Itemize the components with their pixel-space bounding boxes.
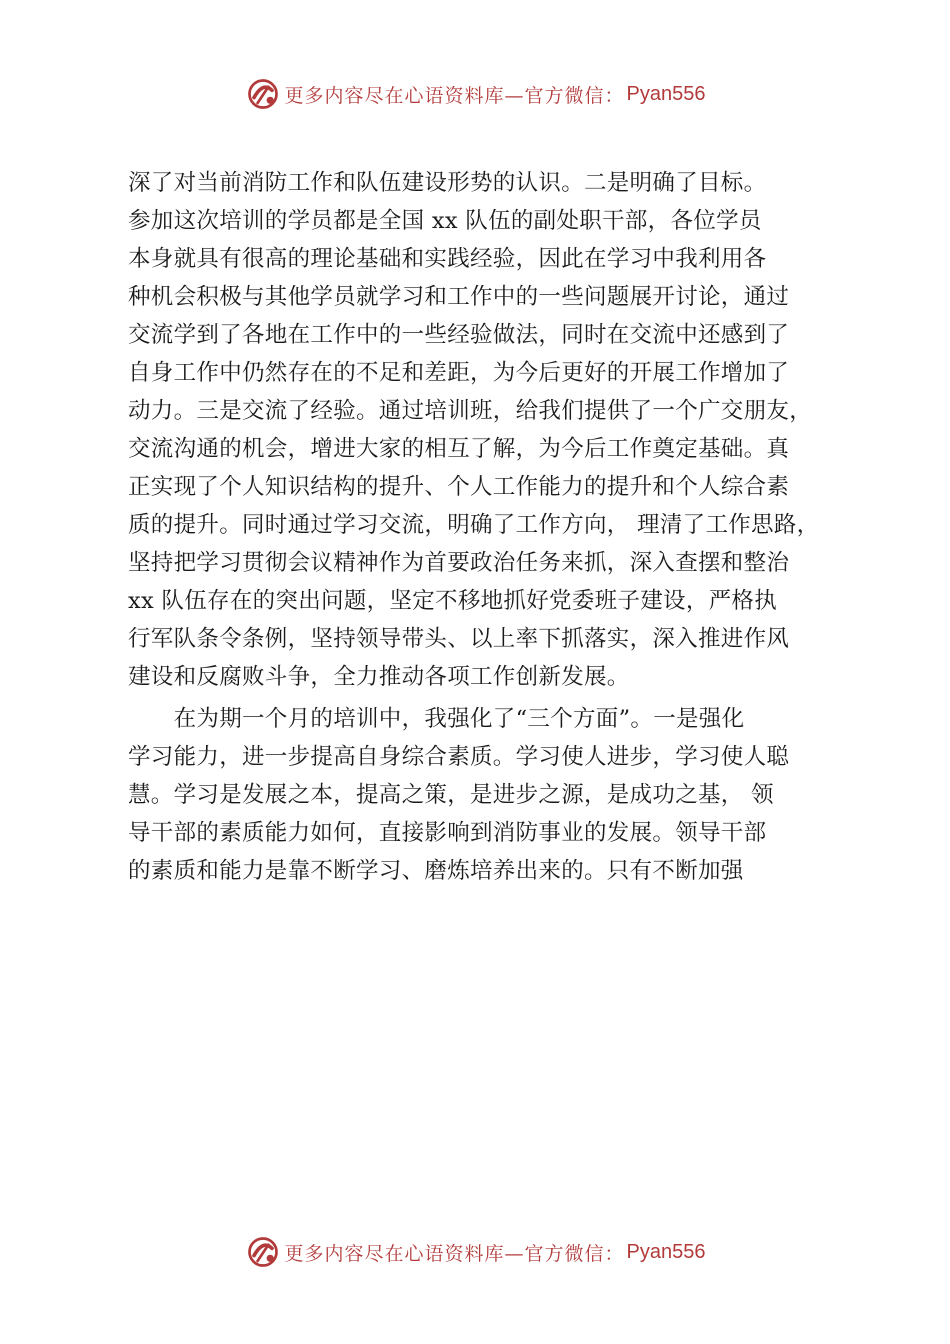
watermark-wechat-id: Pyan556 bbox=[626, 82, 706, 105]
footer-watermark bbox=[0, 1230, 950, 1274]
body-line: 参加这次培训的学员都是全国 xx 队伍的副处职干部，各位学员 bbox=[128, 208, 762, 234]
document-body bbox=[128, 164, 844, 890]
body-line: 坚持把学习贯彻会议精神作为首要政治任务来抓，深入查摆和整治 bbox=[128, 550, 790, 576]
body-line: 正实现了个人知识结构的提升、个人工作能力的提升和个人综合素 bbox=[128, 474, 790, 500]
body-line: 自身工作中仍然存在的不足和差距，为今后更好的开展工作增加了 bbox=[128, 360, 790, 386]
body-line: 的素质和能力是靠不断学习、磨炼培养出来的。只有不断加强 bbox=[128, 858, 744, 884]
watermark-wechat-id: Pyan556 bbox=[626, 1240, 706, 1263]
header-watermark bbox=[0, 72, 950, 116]
body-line: xx 队伍存在的突出问题，坚定不移地抓好党委班子建设，严格执 bbox=[128, 588, 778, 614]
body-line: 本身就具有很高的理论基础和实践经验，因此在学习中我利用各 bbox=[128, 246, 767, 272]
body-line: 交流沟通的机会，增进大家的相互了解，为今后工作奠定基础。真 bbox=[128, 436, 790, 462]
body-line: 种机会积极与其他学员就学习和工作中的一些问题展开讨论，通过 bbox=[128, 284, 790, 310]
body-line: 深了对当前消防工作和队伍建设形势的认识。二是明确了目标。 bbox=[128, 170, 767, 196]
body-line: 行军队条令条例，坚持领导带头、以上率下抓落实，深入推进作风 bbox=[128, 626, 790, 652]
body-line: 导干部的素质能力如何，直接影响到消防事业的发展。领导干部 bbox=[128, 820, 767, 846]
watermark-text: 更多内容尽在心语资料库—官方微信： bbox=[284, 84, 625, 107]
body-line: 建设和反腐败斗争，全力推动各项工作创新发展。 bbox=[128, 664, 630, 690]
body-line: 动力。三是交流了经验。通过培训班，给我们提供了一个广交朋友， bbox=[128, 398, 813, 424]
body-line: 慧。学习是发展之本，提高之策，是进步之源，是成功之基， 领 bbox=[128, 782, 774, 808]
watermark-text: 更多内容尽在心语资料库—官方微信： bbox=[284, 1242, 625, 1265]
body-line: 学习能力，进一步提高自身综合素质。学习使人进步，学习使人聪 bbox=[128, 744, 790, 770]
red-seal-logo-icon bbox=[245, 76, 281, 112]
body-line: 交流学到了各地在工作中的一些经验做法，同时在交流中还感到了 bbox=[128, 322, 790, 348]
red-seal-logo-icon bbox=[245, 1234, 281, 1270]
body-line: 质的提升。同时通过学习交流，明确了工作方向， 理清了工作思路， bbox=[128, 512, 820, 538]
body-line: 在为期一个月的培训中，我强化了“三个方面”。一是强化 bbox=[128, 706, 745, 732]
